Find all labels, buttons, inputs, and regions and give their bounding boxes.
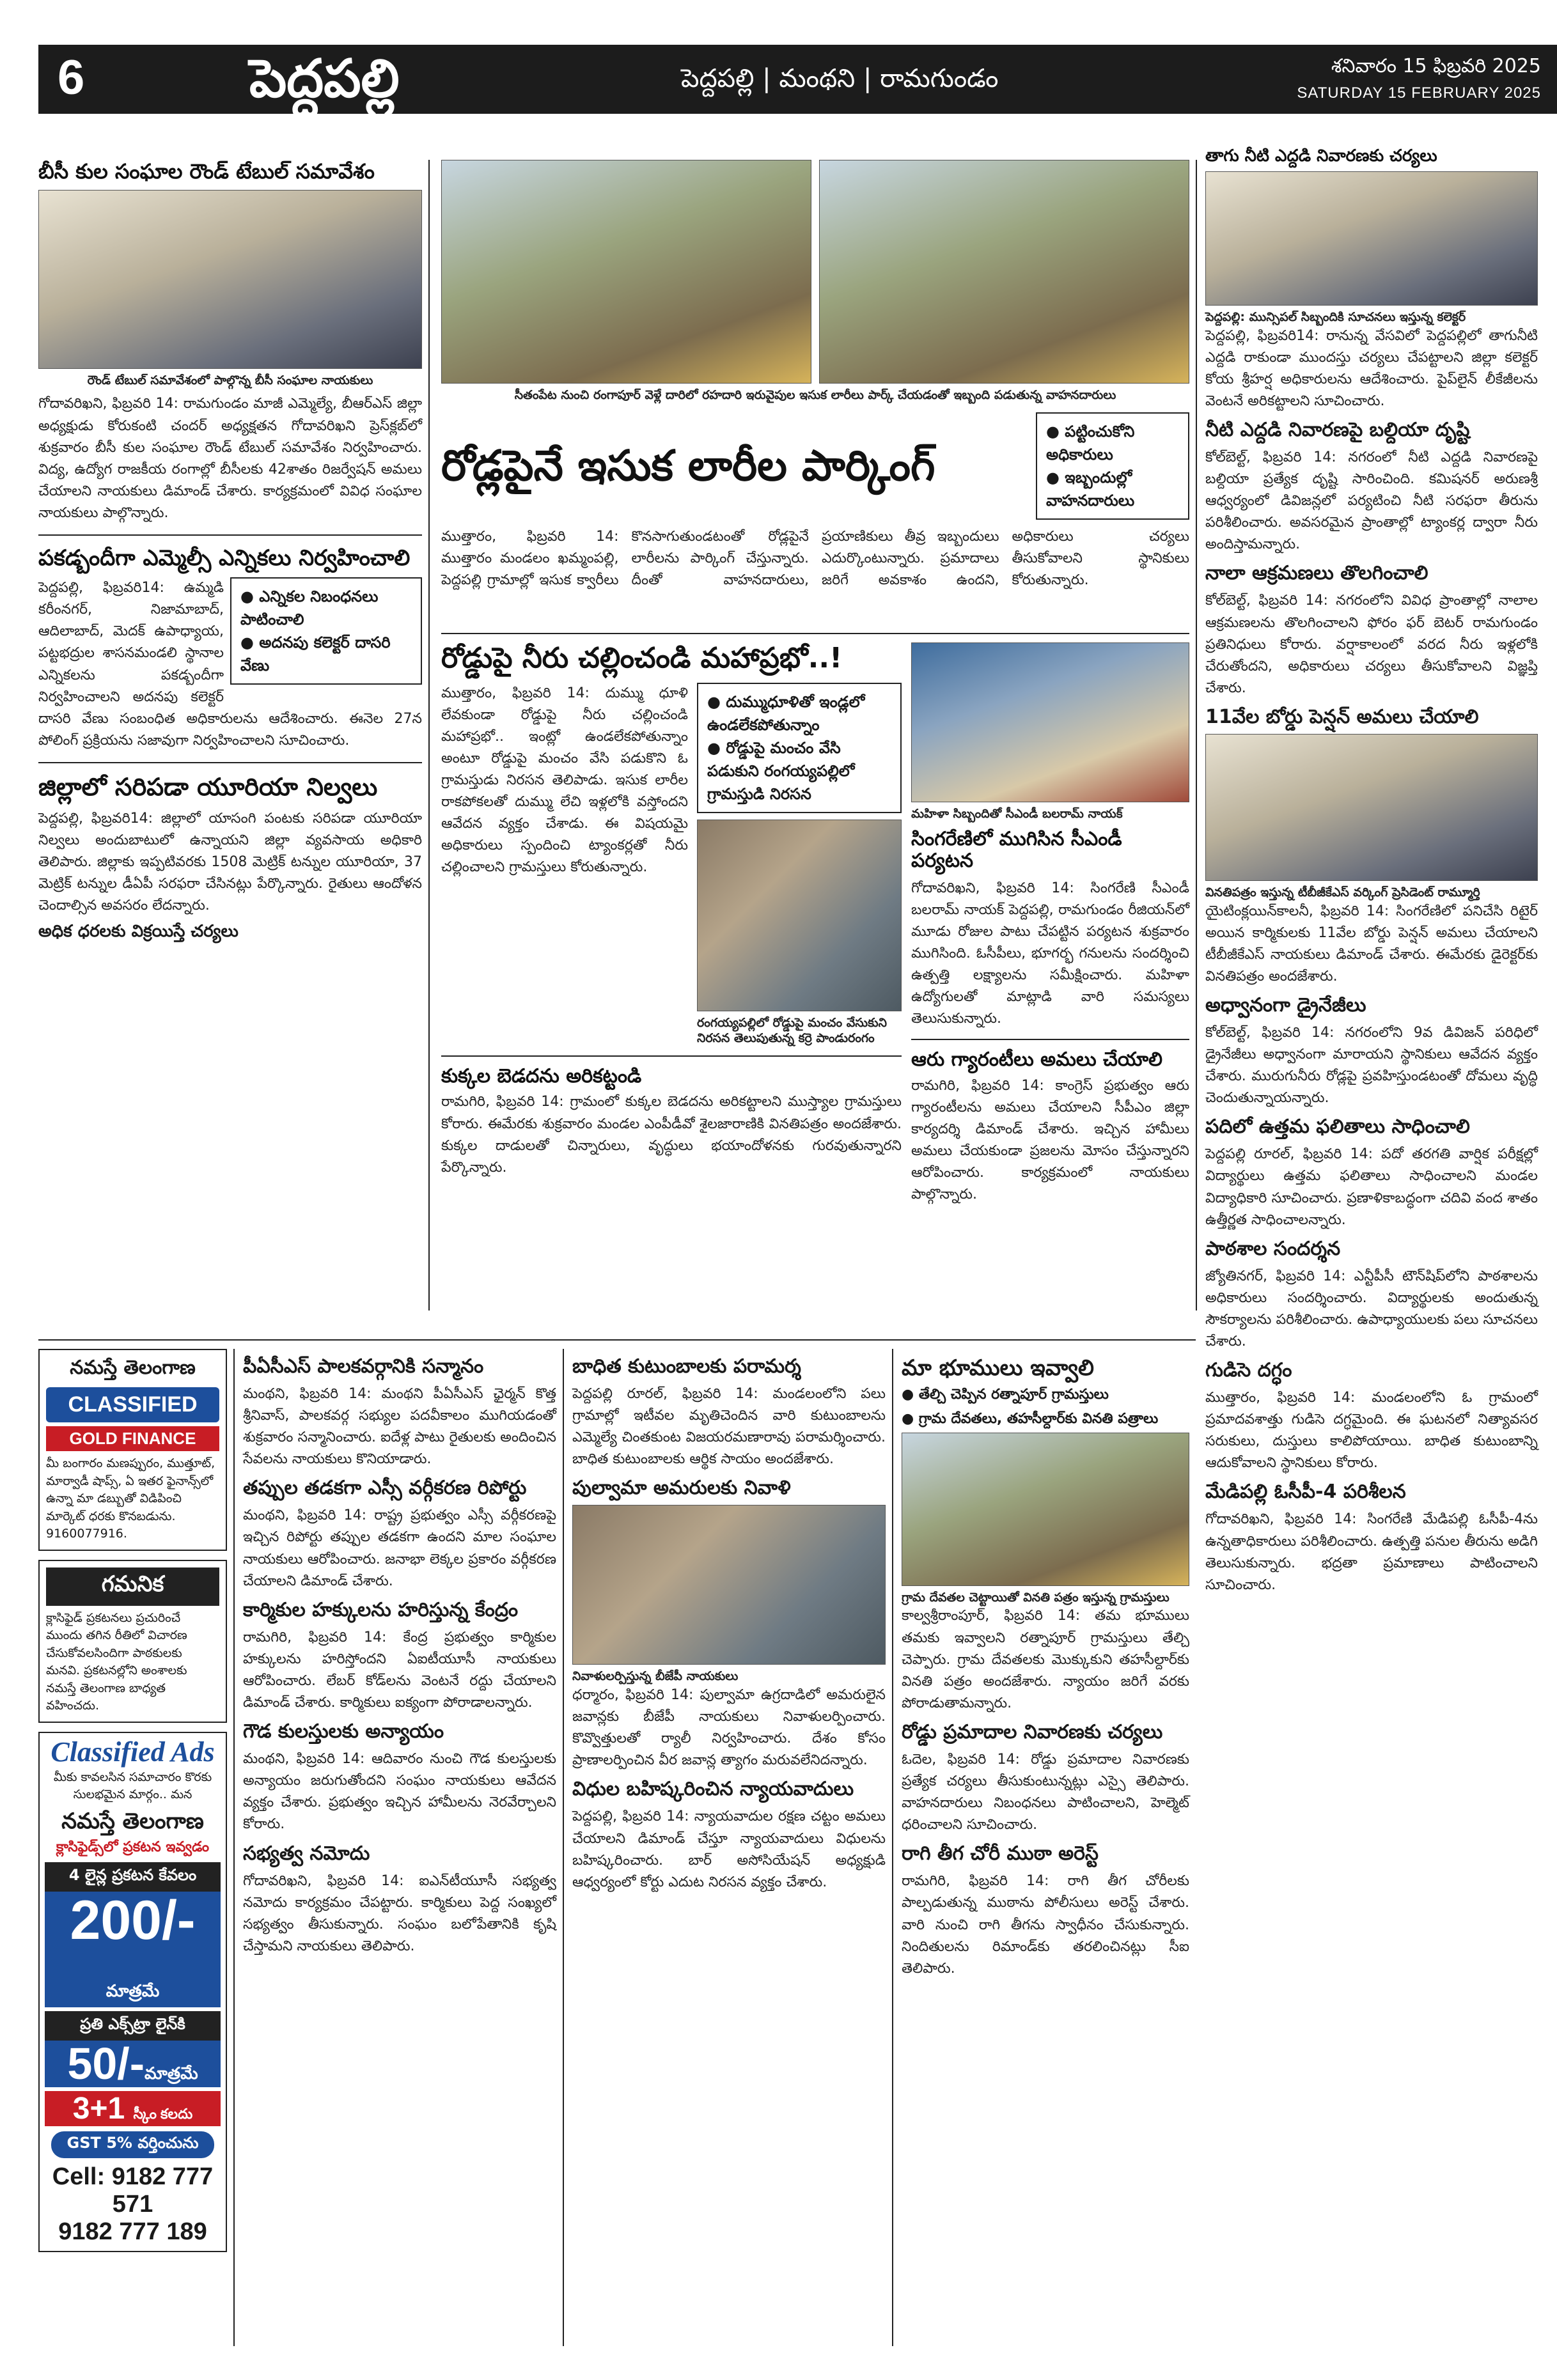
- story-headline: బీసీ కుల సంఘాల రౌండ్ టేబుల్ సమావేశం: [38, 159, 375, 183]
- photo-caption: పెద్దపల్లి: మున్సిపల్ సిబ్బందికి సూచనలు ఇస్తున్న కలెక్టర్: [1205, 309, 1466, 324]
- center-right-story: [911, 642, 1189, 1206]
- story-headline: పుల్వామా అమరులకు నివాళి: [572, 1477, 791, 1500]
- price-suffix: మాత్రమే: [106, 1981, 160, 2001]
- story-headline: గౌడ కులస్తులకు అన్యాయం: [243, 1720, 444, 1743]
- ads-column: [38, 1349, 227, 2346]
- photo-caption: నివాళులర్పిస్తున్న బీజేపీ నాయకులు: [572, 1669, 739, 1684]
- price-value: 50/-: [67, 2038, 145, 2088]
- date-telugu: శనివారం 15 ఫిబ్రవరి 2025: [1331, 55, 1541, 77]
- bullet-box: [697, 683, 902, 813]
- column-rule: [233, 1349, 235, 2346]
- headline-row: [441, 412, 1189, 520]
- photo-caption: గ్రామ దేవతల చెట్టాయితో వినతి పత్రం ఇస్తున్న గ్రామస్తులు: [902, 1590, 1170, 1605]
- masthead: [38, 45, 1557, 114]
- story-body: యైటింక్లయిన్‌కాలనీ, ఫిబ్రవరి 14: సింగరేణిలో పనిచేసి రిటైర్ అయిన కార్మికులకు 11వేల బోర్డు పెన్షన్ అమలు చేయాలని టీబీజీకేఎస్ నాయకులు డిమాండ్ చేశారు. ఈమేరకు డైరెక్టర్‌కు వినతిపత్రం అందజేశారు.: [1205, 903, 1538, 984]
- story-headline: తాగు నీటి ఎద్దడి నివారణకు చర్యలు: [1205, 146, 1437, 166]
- story-body: పెద్దపల్లి, ఫిబ్రవరి 14: న్యాయవాదుల రక్షణ చట్టం అమలు చేయాలని డిమాండ్ చేస్తూ న్యాయవాదులు విధులను బహిష్కరించారు. బార్ అసోసియేషన్ అధ్యక్షుడి ఆధ్వర్యంలో కోర్టు ఎదుట నిరసన వ్యక్తం చేశారు.: [572, 1808, 886, 1890]
- bullet-item: తేల్చి చెప్పిన రత్నాపూర్ గ్రామస్తులు: [918, 1386, 1109, 1403]
- column-left: [38, 160, 422, 947]
- brand-name: నమస్తే తెలంగాణ: [70, 1357, 196, 1379]
- story-body: మంథని, ఫిబ్రవరి 14: మంథని పీఏసీఎస్ ఛైర్మన్ కొత్త శ్రీనివాస్, పాలకవర్గ సభ్యుల పదవీకాలం ముగియడంతో శుక్రవారం సన్మానించారు. ఐదేళ్ల పాటు రైతులకు అందించిన సేవలను నాయకులు కొనియాడారు.: [243, 1386, 556, 1468]
- bullet-item: ● ఇబ్బందుల్లో వాహనదారులు: [1046, 466, 1179, 512]
- story-headline: పాఠశాల సందర్శన: [1205, 1237, 1341, 1260]
- rates-ad: [38, 1732, 227, 2252]
- side-block: [697, 683, 902, 1046]
- divider: [38, 1339, 1196, 1341]
- story-subhead: ● గ్రామ దేవతలు, తహసీల్దార్‌కు వినతి పత్రాలు: [902, 1410, 1159, 1427]
- column-rule: [428, 160, 430, 1311]
- bullet-item: ● పట్టించుకోని అధికారులు: [1046, 420, 1179, 466]
- brand-subtitle: క్లాసిఫైడ్స్‌లో ప్రకటన ఇవ్వడం: [56, 1839, 210, 1856]
- story-body: కోల్‌బెల్ట్, ఫిబ్రవరి 14: నగరంలో నీటి ఎద్దడి నివారణపై బల్దియా ప్రత్యేక దృష్టి సారించింది. కమిషనర్ అరుణశ్రీ ఆధ్వర్యంలో డివిజన్లలో పర్యటించి నీటి సరఫరా తీరును పరిశీలించారు. అవసరమైన ప్రాంతాల్లో ట్యాంకర్ల ద్వారా నీరు అందిస్తామన్నారు.: [1205, 449, 1538, 553]
- story-headline: పకడ్బందీగా ఎమ్మెల్సీ ఎన్నికలు నిర్వహించాలి: [38, 545, 411, 572]
- story-headline: బాధిత కుటుంబాలకు పరామర్శ: [572, 1355, 801, 1378]
- page-number: 6: [58, 51, 85, 105]
- story-body: గోదావరిఖని, ఫిబ్రవరి 14: ఐఎన్‌టీయూసీ సభ్యత్వ నమోదు కార్యక్రమం చేపట్టారు. కార్మికులు పెద్ద సంఖ్యలో సభ్యత్వం తీసుకున్నారు. సంఘం బలోపేతానికి కృషి చేస్తామని నాయకులు తెలిపారు.: [243, 1872, 556, 1954]
- story-body: ధర్మారం, ఫిబ్రవరి 14: పుల్వామా ఉగ్రదాడిలో అమరులైన జవాన్లకు బీజేపీ నాయకులు నివాళులర్పించారు. కొవ్వొత్తులతో ర్యాలీ నిర్వహించారు. దేశం కోసం ప్రాణాలర్పించిన వీర జవాన్ల త్యాగం మరువలేనిదన్నారు.: [572, 1687, 886, 1769]
- story-body: కోల్‌బెల్ట్, ఫిబ్రవరి 14: నగరంలోని వివిధ ప్రాంతాల్లో నాలాల ఆక్రమణలను తొలగించాలని ఫోరం ఫర్ బెటర్ రామగుండం ప్రతినిధులు కోరారు. వర్షాకాలంలో వరద నీరు ఇళ్లలోకి చేరుతోందని, అధికారులు చర్యలు తీసుకోవాలని విజ్ఞప్తి చేశారు.: [1205, 593, 1538, 696]
- photo-caption: రౌండ్ టేబుల్ సమావేశంలో పాల్గొన్న బీసీ సంఘాల నాయకులు: [87, 373, 373, 387]
- story-headline: పీఏసీఎస్ పాలకవర్గానికి సన్మానం: [243, 1355, 484, 1378]
- story-photo: [572, 1505, 886, 1665]
- notice-title: గమనిక: [46, 1567, 219, 1606]
- story-body: ముత్తారం, ఫిబ్రవరి 14: దుమ్ము ధూళి లేవకుండా రోడ్డుపై నీరు చల్లించండి మహాప్రభో.. ఇంట్లో ఉండలేకపోతున్నాం అంటూ రోడ్డుపై మంచం వేసి పడుకొని ఓ గ్రామస్తుడు నిరసన తెలిపాడు. ఇసుక లారీల రాకపోకలతో దుమ్ము లేచి ఇళ్లలోకి వస్తోందని ఆవేదన వ్యక్తం చేశాడు. ఈ విషయమై అధికారులు స్పందించి ట్యాంకర్లతో నీరు చల్లించాలని గ్రామస్తులు కోరుతున్నారు.: [441, 685, 688, 876]
- bullet-item: ● రోడ్డుపై మంచం వేసి పడుకుని రంగయ్యపల్లిలో గ్రామస్తుడి నిరసన: [707, 736, 891, 805]
- story-headline: విధుల బహిష్కరించిన న్యాయవాదులు: [572, 1778, 854, 1801]
- story-headline: సభ్యత్వ నమోదు: [243, 1842, 370, 1865]
- story-body: కాల్వశ్రీరాంపూర్, ఫిబ్రవరి 14: తమ భూములు తమకు ఇవ్వాలని రత్నాపూర్ గ్రామస్తులు తేల్చి చెప్పారు. గ్రామ దేవతలకు మొక్కుకుని తహసీల్దార్‌కు వినతి పత్రం అందజేశారు. న్యాయం జరిగే వరకు పోరాడుతామన్నారు.: [902, 1608, 1189, 1711]
- story-body: గోదావరిఖని, ఫిబ్రవరి 14: సింగరేణి మేడిపల్లి ఓసీపీ-4ను ఉన్నతాధికారులు పరిశీలించారు. ఉత్పత్తి పనుల తీరును అడిగి తెలుసుకున్నారు. భద్రతా ప్రమాణాలు పాటించాలని సూచించారు.: [1205, 1511, 1538, 1593]
- story-body: పెద్దపల్లి, ఫిబ్రవరి14: ఉమ్మడి కరీంనగర్, నిజామాబాద్, ఆదిలాబాద్, మెదక్ ఉపాధ్యాయ, పట్టభద్రుల శాసనమండలి స్థానాల ఎన్నికలను పకడ్బందీగా నిర్వహించాలని అదనపు కలెక్టర్ దాసరి వేణు సంబంధిత అధికారులను ఆదేశించారు. ఈనెల 27న పోలింగ్ ప్రక్రియను సజావుగా నిర్వహించాలని సూచించారు.: [38, 580, 422, 749]
- center-top-story: [441, 160, 1189, 591]
- offer-price: [45, 1892, 221, 2007]
- story-body: రామగిరి, ఫిబ్రవరి 14: రాగి తీగ చోరీలకు పాల్పడుతున్న ముఠాను పోలీసులు అరెస్ట్ చేశారు. వారి నుంచి రాగి తీగను స్వాధీనం చేసుకున్నారు. నిందితులను రిమాండ్‌కు తరలించినట్లు సీఐ తెలిపారు.: [902, 1873, 1189, 1977]
- scheme-label: స్కీం కలదు: [133, 2106, 193, 2122]
- story-body: రామగిరి, ఫిబ్రవరి 14: గ్రామంలో కుక్కల బెడదను అరికట్టాలని ముస్త్యాల గ్రామస్తులు కోరారు. ఈమేరకు శుక్రవారం మండల ఎంపీడీవో శైలజారాణికి వినతిపత్రం అందజేశారు. కుక్కల దాడులతో చిన్నారులు, వృద్ధులు భయాందోళనకు గురవుతున్నారని పేర్కొన్నారు.: [441, 1094, 902, 1176]
- ads-tagline: మీకు కావలసిన సమాచారం కొరకు సులభమైన మార్గం.. మన: [53, 1770, 212, 1802]
- notice-ad: [38, 1560, 227, 1723]
- story-headline: నాలా ఆక్రమణలు తొలగించాలి: [1205, 562, 1428, 585]
- classified-badge: CLASSIFIED: [46, 1387, 219, 1422]
- gst-badge: GST 5% వర్తించును: [51, 2131, 214, 2158]
- story-body: పెద్దపల్లి రూరల్, ఫిబ్రవరి 14: మండలంలోని పలు గ్రామాల్లో ఇటీవల మృతిచెందిన వారి కుటుంబాలను ఎమ్మెల్యే చింతకుంట విజయరమణారావు పరామర్శించారు. బాధిత కుటుంబాలకు ఆర్థిక సాయం అందజేశారు.: [572, 1386, 886, 1468]
- story-body: రామగిరి, ఫిబ్రవరి 14: కాంగ్రెస్ ప్రభుత్వం ఆరు గ్యారంటీలను అమలు చేయాలని సీపీఎం జిల్లా కార్యదర్శి డిమాండ్ చేశారు. ఇచ్చిన హామీలు అమలు చేయకుండా ప్రజలను మోసం చేస్తున్నారని ఆరోపించారు. కార్యక్రమంలో నాయకులు పాల్గొన్నారు.: [911, 1077, 1189, 1203]
- story-headline: అధ్వానంగా డ్రైనేజీలు: [1205, 993, 1366, 1016]
- divider: [441, 1055, 902, 1057]
- story-body: పెద్దపల్లి రూరల్, ఫిబ్రవరి 14: పదో తరగతి వార్షిక పరీక్షల్లో విద్యార్థులు ఉత్తమ ఫలితాలు సాధించాలని మండల విద్యాధికారి సూచించారు. ప్రణాళికాబద్ధంగా చదివి వంద శాతం ఉత్తీర్ణత సాధించాలన్నారు.: [1205, 1146, 1538, 1228]
- story-body: కోల్‌బెల్ట్, ఫిబ్రవరి 14: నగరంలోని 9వ డివిజన్ పరిధిలో డ్రైనేజీలు అధ్వానంగా మారాయని స్థానికులు ఆవేదన వ్యక్తం చేశారు. మురుగునీరు రోడ్లపై ప్రవహిస్తుండటంతో దోమలు వృద్ధి చెందుతున్నాయన్నారు.: [1205, 1024, 1538, 1107]
- story-headline: మేడిపల్లి ఓసీపీ-4 పరిశీలన: [1205, 1481, 1406, 1504]
- offer-price: [45, 2038, 221, 2088]
- center-mid-story: [441, 642, 902, 1179]
- divider: [38, 762, 422, 763]
- story-body: మంథని, ఫిబ్రవరి 14: రాష్ట్ర ప్రభుత్వం ఎస్సీ వర్గీకరణపై ఇచ్చిన రిపోర్టు తప్పుల తడకగా ఉందని మాల సంఘాల నాయకులు ఆరోపించారు. జనాభా లెక్కల ప్రకారం వర్గీకరణ చేయాలని డిమాండ్ చేశారు.: [243, 1507, 556, 1589]
- classified-ad: [38, 1349, 227, 1551]
- bullet-item: ● ఎన్నికల నిబంధనలు పాటించాలి: [240, 585, 412, 631]
- divider: [441, 633, 1189, 634]
- photo-caption: రంగయ్యపల్లిలో రోడ్డుపై మంచం వేసుకుని నిరసన తెలుపుతున్న కర్రె పాండురంగం: [697, 1015, 887, 1046]
- divider: [911, 1039, 1189, 1040]
- date-english: SATURDAY 15 FEBRUARY 2025: [1297, 84, 1541, 102]
- photo-caption: సీతంపేట నుంచి రంగాపూర్ వెళ్లే దారిలో రహదారి ఇరువైపుల ఇసుక లారీలు పార్క్ చేయడంతో ఇబ్బంది పడుతున్న వాహనదారులు: [514, 388, 1116, 402]
- gold-finance-body: మీ బంగారం మణప్పురం, ముత్తూట్, మార్వాడీ షాప్స్, ఏ ఇతర ఫైనాన్స్‌లో ఉన్నా మా డబ్బుతో విడిపించి మార్కెట్ ధరకు కొనబడును. 9160077916.: [46, 1456, 215, 1541]
- story-headline: ఆరు గ్యారంటీలు అమలు చేయాలి: [911, 1048, 1163, 1071]
- photo-caption: మహిళా సిబ్బందితో సీఎండీ బలరామ్ నాయక్: [911, 807, 1123, 821]
- story-photo: [1205, 734, 1538, 881]
- scheme-value: 3+1: [72, 2092, 125, 2126]
- story-photo: [902, 1433, 1189, 1586]
- story-headline: రోడ్డు ప్రమాదాల నివారణకు చర్యలు: [902, 1720, 1163, 1743]
- scheme-badge: [45, 2091, 221, 2126]
- bottom-column-2: [243, 1349, 556, 1957]
- bullet-item: ● అదనపు కలెక్టర్ దాసరి వేణు: [240, 631, 412, 677]
- section-subtitle: పెద్దపల్లి | మంథని | రామగుండం: [681, 64, 999, 93]
- price-value: 200/-: [70, 1890, 196, 1952]
- story-headline: కార్మికుల హక్కులను హరిస్తున్న కేంద్రం: [243, 1598, 519, 1621]
- story-photo: [441, 160, 811, 384]
- column-rule: [1196, 160, 1197, 1311]
- notice-body: క్లాసిఫైడ్ ప్రకటనలు ప్రచురించే ముందు తగిన రీతిలో విచారణ చేసుకోవలసిందిగా పాఠకులకు మనవి. ప్రకటనల్లోని అంశాలకు నమస్తే తెలంగాణ బాధ్యత వహించదు.: [46, 1610, 187, 1713]
- photo-caption: వినతిపత్రం ఇస్తున్న టీబీజీకేఎస్ వర్కింగ్ ప్రెసిడెంట్ రామ్మూర్తి: [1205, 885, 1480, 899]
- story-headline: తప్పుల తడకగా ఎస్సీ వర్గీకరణ రిపోర్టు: [243, 1477, 527, 1500]
- story-body: పెద్దపల్లి, ఫిబ్రవరి14: రానున్న వేసవిలో పెద్దపల్లిలో తాగునీటి ఎద్దడి రాకుండా ముందస్తు చర్యలు చేపట్టాలని జిల్లా కలెక్టర్ కోయ శ్రీహర్ష అధికారులను ఆదేశించారు. పైప్‌లైన్ లీకేజీలను వెంటనే అరికట్టాలని సూచించారు.: [1205, 327, 1538, 409]
- bottom-column-3: [572, 1349, 886, 1894]
- brand-name: నమస్తే తెలంగాణ: [61, 1808, 204, 1835]
- offer-label: 4 లైన్ల ప్రకటన కేవలం: [45, 1862, 221, 1892]
- story-headline: సింగరేణిలో ముగిసిన సీఎండీ పర్యటన: [911, 827, 1122, 873]
- story-headline: మా భూములు ఇవ్వాలి: [902, 1355, 1094, 1381]
- story-headline: కుక్కల బెడదను అరికట్టండి: [441, 1064, 642, 1087]
- divider: [38, 534, 422, 536]
- story-photo: [819, 160, 1189, 384]
- story-subhead: ● తేల్చి చెప్పిన రత్నాపూర్ గ్రామస్తులు: [902, 1386, 1109, 1403]
- story-body: రామగిరి, ఫిబ్రవరి 14: కేంద్ర ప్రభుత్వం కార్మికుల హక్కులను హరిస్తోందని ఏఐటీయూసీ నాయకులు ఆరోపించారు. లేబర్ కోడ్‌లను వెంటనే రద్దు చేయాలని డిమాండ్ చేశారు. కార్మికులు ఐక్యంగా పోరాడాలన్నారు.: [243, 1629, 556, 1711]
- story-headline: జిల్లాలో సరిపడా యూరియా నిల్వలు: [38, 772, 378, 801]
- column-rule: [563, 1349, 564, 2346]
- price-suffix: మాత్రమే: [145, 2063, 198, 2083]
- story-headline: పదిలో ఉత్తమ ఫలితాలు సాధించాలి: [1205, 1116, 1470, 1139]
- story-body: గోదావరిఖని, ఫిబ్రవరి 14: రామగుండం మాజీ ఎమ్మెల్యే, బీఆర్ఎస్ జిల్లా అధ్యక్షుడు కోరుకంటి చందర్ అధ్యక్షతన గోదావరిఖని ప్రెస్‌క్లబ్‌లో శుక్రవారం బీసీ కుల సంఘాల రౌండ్ టేబుల్ సమావేశం నిర్వహించారు. విద్య, ఉద్యోగ రాజకీయ రంగాల్లో బీసీలకు 42శాతం రిజర్వేషన్ అమలు చేయాలని నాయకులు డిమాండ్ చేశారు. కార్యక్రమంలో వివిధ సంఘాల నాయకులు పాల్గొన్నారు.: [38, 396, 422, 521]
- bottom-column-4: [902, 1349, 1189, 1980]
- story-photo: [38, 190, 422, 369]
- story-body: గోదావరిఖని, ఫిబ్రవరి 14: సింగరేణి సీఎండీ బలరామ్ నాయక్ పెద్దపల్లి, రామగుండం రీజియన్‌లో మూడు రోజుల పాటు చేపట్టిన పర్యటన శుక్రవారం ముగిసింది. ఓసీపీలు, భూగర్భ గనులను సందర్శించి ఉత్పత్తి లక్ష్యాలను సమీక్షించారు. మహిళా ఉద్యోగులతో మాట్లాడి వారి సమస్యలు తెలుసుకున్నారు.: [911, 880, 1189, 1027]
- story-body: ముత్తారం, ఫిబ్రవరి 14: ముత్తారం మండలం ఖమ్మంపల్లి, పెద్దపల్లి గ్రామాల్లో ఇసుక క్వారీలు కొనసాగుతుండటంతో రోడ్లపైనే లారీలను పార్కింగ్ చేస్తున్నారు. దీంతో వాహనదారులు, ప్రయాణికులు తీవ్ర ఇబ్బందులు ఎదుర్కొంటున్నారు. ప్రమాదాలు జరిగే అవకాశం ఉందని, అధికారులు చర్యలు తీసుకోవాలని స్థానికులు కోరుతున్నారు.: [441, 528, 1189, 588]
- story-body: ఓదెల, ఫిబ్రవరి 14: రోడ్డు ప్రమాదాల నివారణకు ప్రత్యేక చర్యలు తీసుకుంటున్నట్లు ఎస్సై తెలిపారు. వాహనదారులు నిబంధనలు పాటించాలని, హెల్మెట్ ధరించాలని సూచించారు.: [902, 1751, 1189, 1833]
- offer-label: ప్రతి ఎక్స్‌ట్రా లైన్‌కి: [45, 2011, 221, 2041]
- photo-row: [441, 160, 1189, 384]
- story-headline: గుడిసె దగ్ధం: [1205, 1359, 1292, 1382]
- story-headline: రోడ్లపైనే ఇసుక లారీల పార్కింగ్: [441, 440, 935, 490]
- bullet-item: గ్రామ దేవతలు, తహసీల్దార్‌కు వినతి పత్రాలు: [918, 1410, 1159, 1427]
- story-subhead: అధిక ధరలకు విక్రయిస్తే చర్యలు: [38, 922, 239, 942]
- phone-number: Cell: 9182 777 571: [52, 2163, 214, 2218]
- story-body: జ్యోతినగర్, ఫిబ్రవరి 14: ఎన్టీపీసీ టౌన్‌షిప్‌లోని పాఠశాలను అధికారులు సందర్శించారు. విద్యార్థులకు అందుతున్న సౌకర్యాలను పరిశీలించారు. ఉపాధ్యాయులకు పలు సూచనలు చేశారు.: [1205, 1268, 1538, 1349]
- bullet-box: [230, 577, 422, 685]
- story-body: మంథని, ఫిబ్రవరి 14: ఆదివారం నుంచి గౌడ కులస్తులకు అన్యాయం జరుగుతోందని సంఘం నాయకులు ఆవేదన వ్యక్తం చేశారు. ప్రభుత్వం ఇచ్చిన హామీలను నెరవేర్చాలని కోరారు.: [243, 1751, 556, 1833]
- story-photo: [1205, 171, 1538, 306]
- bullet-box: [1036, 412, 1189, 520]
- gold-finance-title: GOLD FINANCE: [46, 1426, 219, 1451]
- story-headline: నీటి ఎద్దడి నివారణపై బల్దియా దృష్టి: [1205, 418, 1470, 441]
- column-rule: [892, 1349, 893, 2346]
- story-headline: 11వేల బోర్డు పెన్షన్ అమలు చేయాలి: [1205, 705, 1479, 728]
- story-photo: [697, 820, 902, 1011]
- story-headline: రాగి తీగ చోరీ ముఠా అరెస్ట్: [902, 1842, 1099, 1865]
- content-row: [441, 683, 902, 1046]
- column-right: [1205, 147, 1538, 1596]
- story-body: ముత్తారం, ఫిబ్రవరి 14: మండలంలోని ఓ గ్రామంలో ప్రమాదవశాత్తు గుడిసె దగ్ధమైంది. ఈ ఘటనలో నిత్యావసర సరుకులు, దుస్తులు కాలిపోయాయి. బాధిత కుటుంబాన్ని ఆదుకోవాలని స్థానికులు కోరారు.: [1205, 1390, 1538, 1472]
- phone-number: 9182 777 189: [58, 2218, 207, 2246]
- classified-ads-logo: Classified Ads: [51, 1736, 215, 1768]
- story-headline: రోడ్డుపై నీరు చల్లించండి మహాప్రభో..!: [441, 642, 843, 674]
- bullet-item: ● దుమ్ముధూళితో ఇండ్లలో ఉండలేకపోతున్నాం: [707, 690, 891, 736]
- section-title: పెద్దపల్లి: [249, 49, 400, 109]
- story-photo: [911, 642, 1189, 802]
- story-body: పెద్దపల్లి, ఫిబ్రవరి14: జిల్లాలో యాసంగి పంటకు సరిపడా యూరియా నిల్వలు అందుబాటులో ఉన్నాయని జిల్లా వ్యవసాయ అధికారి తెలిపారు. జిల్లాకు ఇప్పటివరకు 1508 మెట్రిక్ టన్నుల యూరియా, 37 మెట్రిక్ టన్నుల డీఏపీ సరఫరా చేసినట్లు పేర్కొన్నారు. రైతులు ఆందోళన చెందాల్సిన అవసరం లేదన్నారు.: [38, 810, 422, 914]
